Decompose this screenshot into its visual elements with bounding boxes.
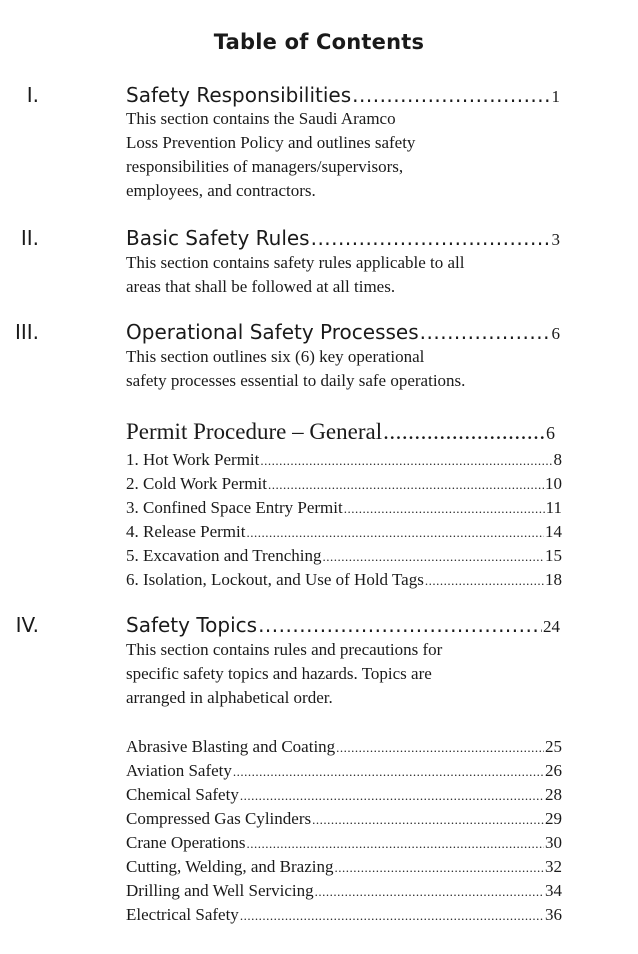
section-heading-1 <box>0 83 560 109</box>
dot-leader <box>246 525 544 541</box>
topic-item <box>126 857 562 879</box>
section-heading-2 <box>0 226 560 252</box>
description-line: This section contains rules and precautions for <box>126 640 443 659</box>
permit-procedure-title: Permit Procedure – General <box>126 419 383 444</box>
dot-leader <box>335 860 545 876</box>
permit-item-label: 1. Hot Work Permit <box>126 450 260 469</box>
topic-item <box>126 785 562 807</box>
topic-label: Cutting, Welding, and Brazing <box>126 857 334 876</box>
dot-leader <box>315 884 544 900</box>
section-description-4 <box>126 638 526 710</box>
permit-procedure-heading <box>126 419 555 447</box>
topic-item <box>126 833 562 855</box>
section-heading-3 <box>0 320 560 346</box>
dot-leader <box>312 812 544 828</box>
dot-leader <box>268 477 544 493</box>
page-number: 11 <box>545 498 562 517</box>
topic-item <box>126 881 562 903</box>
permit-item <box>126 522 562 544</box>
dot-leader <box>336 740 544 756</box>
permit-item-label: 5. Excavation and Trenching <box>126 546 322 565</box>
permit-item <box>126 474 562 496</box>
permit-item-label: 4. Release Permit <box>126 522 246 541</box>
page-number: 3 <box>551 230 560 249</box>
description-line: This section contains the Saudi Aramco <box>126 109 396 128</box>
dot-leader <box>322 549 544 565</box>
dot-leader <box>420 320 551 344</box>
section-title: Safety Topics <box>126 613 258 637</box>
dot-leader <box>260 453 552 469</box>
dot-leader <box>352 83 550 107</box>
description-line: This section outlines six (6) key operational <box>126 347 425 366</box>
page-number: 32 <box>545 857 562 876</box>
description-line: responsibilities of managers/supervisors, <box>126 157 404 176</box>
page-number: 6 <box>551 324 560 343</box>
permit-item <box>126 546 562 568</box>
page-number: 1 <box>551 87 560 106</box>
section-description-1 <box>126 107 526 203</box>
page-number: 15 <box>545 546 562 565</box>
page-number: 10 <box>545 474 562 493</box>
section-title: Safety Responsibilities <box>126 83 352 107</box>
permit-item-label: 2. Cold Work Permit <box>126 474 267 493</box>
dot-leader <box>240 908 544 924</box>
permit-item <box>126 570 562 592</box>
page-number: 36 <box>545 905 562 924</box>
page-number: 28 <box>545 785 562 804</box>
section-heading-4 <box>0 613 560 639</box>
section-description-3 <box>126 345 526 393</box>
topic-item <box>126 809 562 831</box>
page-number: 34 <box>545 881 562 900</box>
page-title: Table of Contents <box>213 30 425 54</box>
page-number: 25 <box>545 737 562 756</box>
permit-item-label: 3. Confined Space Entry Permit <box>126 498 343 517</box>
topic-label: Chemical Safety <box>126 785 239 804</box>
topic-item <box>126 905 562 927</box>
dot-leader <box>258 613 542 637</box>
section-numeral: I. <box>26 83 39 107</box>
section-description-2 <box>126 251 526 299</box>
permit-item <box>126 450 562 472</box>
description-line: Loss Prevention Policy and outlines safety <box>126 133 416 152</box>
page-number: 18 <box>545 570 562 589</box>
permit-item-label: 6. Isolation, Lockout, and Use of Hold Tags <box>126 570 424 589</box>
dot-leader <box>383 419 545 445</box>
description-line: specific safety topics and hazards. Topics are <box>126 664 432 683</box>
topic-label: Electrical Safety <box>126 905 239 924</box>
dot-leader <box>246 836 544 852</box>
description-line: employees, and contractors. <box>126 181 316 200</box>
description-line: This section contains safety rules applicable to all <box>126 253 465 272</box>
page-number: 6 <box>546 423 555 443</box>
topic-label: Aviation Safety <box>126 761 232 780</box>
topic-label: Crane Operations <box>126 833 246 852</box>
description-line: arranged in alphabetical order. <box>126 688 333 707</box>
page-number: 14 <box>545 522 562 541</box>
section-title: Basic Safety Rules <box>126 226 310 250</box>
dot-leader <box>233 764 544 780</box>
section-numeral: II. <box>20 226 39 250</box>
section-numeral: IV. <box>15 613 39 637</box>
description-line: safety processes essential to daily safe operations. <box>126 371 466 390</box>
dot-leader <box>425 573 544 589</box>
page-number: 29 <box>545 809 562 828</box>
topic-label: Drilling and Well Servicing <box>126 881 314 900</box>
dot-leader <box>344 501 545 517</box>
topic-item <box>126 761 562 783</box>
page-number: 30 <box>545 833 562 852</box>
dot-leader <box>240 788 544 804</box>
section-title: Operational Safety Processes <box>126 320 419 344</box>
section-numeral: III. <box>14 320 39 344</box>
page-number: 26 <box>545 761 562 780</box>
description-line: areas that shall be followed at all times. <box>126 277 396 296</box>
topic-label: Compressed Gas Cylinders <box>126 809 312 828</box>
topic-item <box>126 737 562 759</box>
topic-label: Abrasive Blasting and Coating <box>126 737 336 756</box>
permit-item <box>126 498 562 520</box>
page-number: 24 <box>543 617 560 636</box>
dot-leader <box>311 226 551 250</box>
page-number: 8 <box>553 450 562 469</box>
